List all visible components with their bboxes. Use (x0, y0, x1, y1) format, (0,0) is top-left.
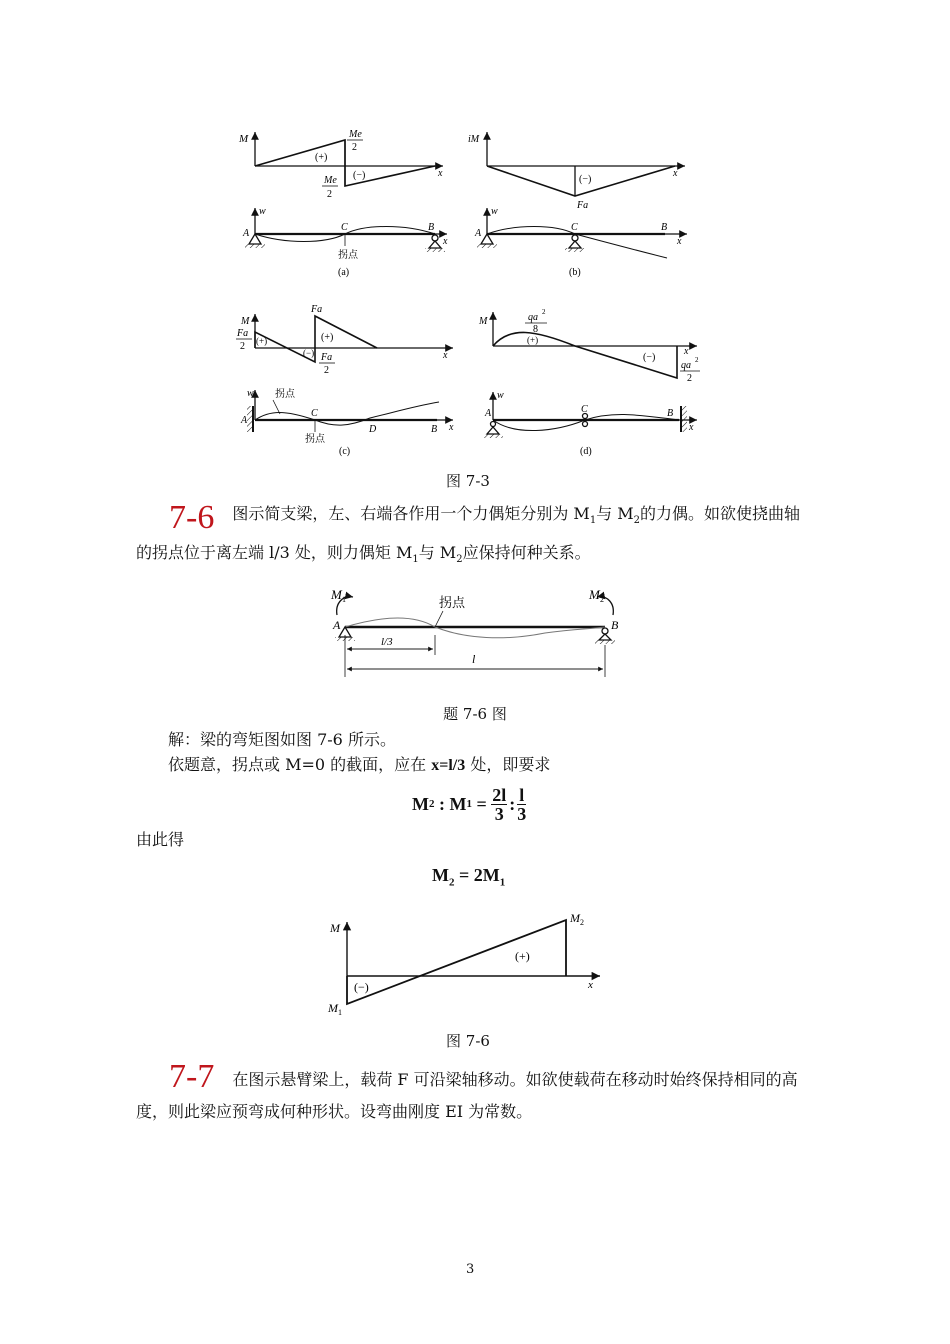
a-x: x (438, 168, 443, 179)
d-two-bot: 2 (687, 373, 692, 384)
problem-text-line2: 的拐点位于离左端 l/3 处，则力偶矩 $M_1$与 $M_2$应保持何种关系。 (136, 543, 591, 566)
figure-7-6 (322, 908, 612, 1018)
c-inflection2: 拐点 (305, 434, 325, 445)
a-m-axis: M (239, 133, 249, 145)
solution-line1: 解：梁的弯矩图如图 7-6 所示。 (168, 730, 396, 749)
figure-problem-7-6-caption: 题 7-6 图 (443, 705, 507, 723)
m76-M1: M (328, 1001, 338, 1015)
c-fa-bot: Fa (321, 352, 333, 363)
a-half-top: 2 (352, 142, 357, 153)
figure-7-6-caption: 图 7-6 (446, 1032, 490, 1050)
equation-2: $M_2 = 2M_1$ (432, 865, 506, 889)
p76-l: l (472, 652, 476, 666)
figure-7-3-caption: 图 7-3 (446, 472, 490, 490)
problem-7-7 (136, 1058, 826, 1128)
b-minus: (−) (579, 174, 592, 185)
c-plus-left: (+) (256, 336, 268, 346)
d-two-sup: 2 (695, 356, 699, 364)
d-A: A (485, 408, 492, 419)
d-C: C (581, 404, 588, 415)
d-qa-bot: qa (681, 360, 691, 371)
a-minus: (−) (353, 170, 366, 181)
c-fa-top: Fa (311, 304, 323, 315)
m76-minus: (−) (354, 980, 369, 994)
c-B: B (431, 424, 438, 435)
c-A: A (241, 415, 248, 426)
d-m-axis: M (479, 316, 488, 327)
c-fa-left: Fa (237, 328, 249, 339)
d-qa-top: qa (528, 312, 538, 323)
a-inflection: 拐点 (338, 250, 358, 261)
b-m-axis: iM (468, 134, 480, 145)
b-x: x (673, 168, 678, 179)
c-inflection1: 拐点 (275, 389, 295, 400)
figure-problem-7-6 (325, 585, 625, 680)
c-m-axis: M (241, 316, 250, 327)
p76-M1: M (331, 587, 342, 602)
m76-plus: (+) (515, 949, 530, 963)
p76-M2: M (589, 587, 600, 602)
a-me-bot: Me (324, 175, 337, 186)
p76-l3: l/3 (381, 636, 393, 648)
d-label: (d) (580, 446, 592, 457)
m76-M2: M (570, 911, 580, 925)
p76-s2: 2 (600, 595, 604, 604)
problem-text-line1: 图示简支梁，左、右端各作用一个力偶矩分别为 $M_1$与 $M_2$的力偶。如欲使挠曲轴 (232, 504, 801, 527)
d-plus: (+) (527, 335, 539, 345)
problem-7-7-line1: 在图示悬臂梁上，载荷 F 可沿梁轴移动。如欲使载荷在移动时始终保持相同的高 (232, 1070, 798, 1089)
d-minus: (−) (643, 352, 656, 363)
panel-d-beam (483, 392, 697, 438)
panel-d-moment (493, 312, 697, 378)
d-eight: 8 (533, 324, 538, 335)
a-A: A (243, 228, 250, 239)
figure-7-3 (225, 120, 725, 460)
m76-x: x (588, 979, 593, 991)
c-C: C (311, 408, 318, 419)
problem-7-6 (136, 498, 826, 576)
c-half-bot: 2 (324, 365, 329, 376)
a-x2: x (443, 236, 448, 247)
a-w: w (259, 206, 266, 217)
a-half-bot: 2 (327, 189, 332, 200)
a-label: (a) (338, 267, 350, 278)
c-x2: x (449, 422, 454, 433)
b-label: (b) (569, 267, 581, 278)
a-B: B (428, 222, 435, 233)
b-C: C (571, 222, 578, 233)
b-A: A (475, 228, 482, 239)
b-fa: Fa (577, 200, 589, 211)
solution-line2: 依题意，拐点或 M=0 的截面，应在 x=l/3 处，即要求 (168, 755, 551, 774)
d-x: x (684, 346, 689, 357)
c-plus: (+) (321, 332, 334, 343)
b-x2: x (677, 236, 682, 247)
equation-1: M 2 : M 1 = $\frac{2l}{3}$ : $\frac{l}{3}$ (412, 784, 527, 824)
thus-text: 由此得 (136, 830, 185, 849)
c-minus: (−) (303, 348, 315, 358)
d-B: B (667, 408, 674, 419)
problem-number-7-7: 7-7 (169, 1058, 215, 1095)
m76-s1: 1 (338, 1008, 342, 1017)
c-label: (c) (339, 446, 351, 457)
d-x2: x (689, 422, 694, 433)
b-w: w (491, 206, 498, 217)
d-w: w (497, 390, 504, 401)
m76-s2: 2 (580, 918, 584, 927)
problem-number: 7-6 (169, 499, 215, 537)
c-D: D (369, 424, 377, 435)
c-w: w (247, 388, 254, 399)
c-half-left: 2 (240, 341, 245, 352)
c-x: x (443, 350, 448, 361)
a-C: C (341, 222, 348, 233)
a-me-top: Me (349, 129, 362, 140)
p76-B: B (611, 618, 619, 632)
a-plus: (+) (315, 152, 328, 163)
p76-inflection: 拐点 (439, 595, 466, 610)
panel-b-beam (477, 208, 687, 258)
page-number: 3 (466, 1262, 475, 1277)
panel-b-moment (487, 132, 685, 196)
b-B: B (661, 222, 668, 233)
p76-A: A (333, 618, 341, 632)
m76-M: M (330, 921, 340, 935)
p76-s1: 1 (342, 595, 346, 604)
d-two-top: 2 (542, 308, 546, 316)
problem-7-7-line2: 度，则此梁应预弯成何种形状。设弯曲刚度 EI 为常数。 (136, 1102, 533, 1121)
panel-c-moment (255, 314, 453, 362)
